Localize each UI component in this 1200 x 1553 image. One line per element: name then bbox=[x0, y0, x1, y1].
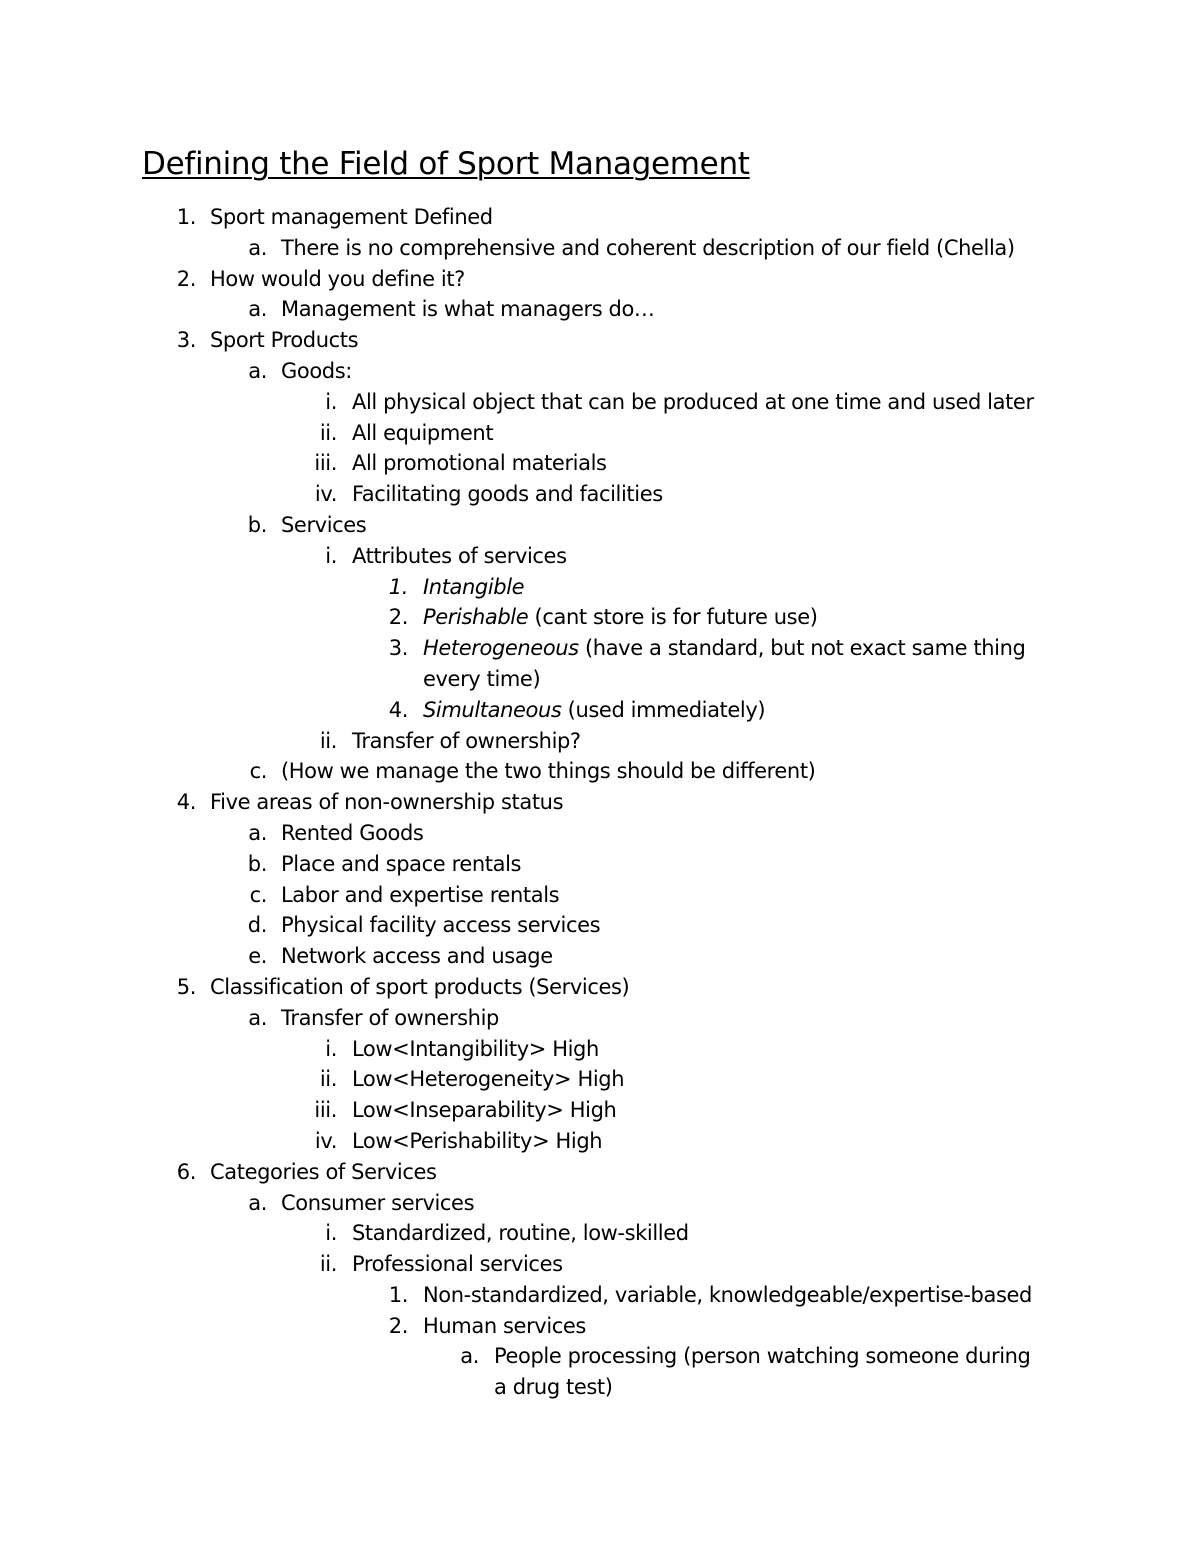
list-marker: 4. bbox=[388, 697, 408, 722]
outline-item-level-1 bbox=[0, 202, 1200, 233]
list-item-text: Transfer of ownership bbox=[281, 1005, 499, 1030]
list-marker: e. bbox=[248, 944, 267, 969]
outline-item-level-3 bbox=[0, 1034, 1200, 1065]
list-marker: 3. bbox=[176, 328, 196, 353]
outline-list bbox=[0, 202, 1200, 1403]
list-item-text: Facilitating goods and facilities bbox=[352, 482, 663, 507]
list-marker: a. bbox=[248, 235, 267, 260]
outline-item-level-2 bbox=[0, 880, 1200, 911]
list-item-text: Place and space rentals bbox=[281, 851, 522, 876]
list-item-term: Perishable bbox=[423, 605, 529, 630]
list-item-text: Low<Intangibility> High bbox=[352, 1036, 599, 1061]
list-marker: ii. bbox=[319, 420, 337, 445]
list-marker: iii. bbox=[314, 1098, 337, 1123]
outline-item-level-5 bbox=[0, 1341, 1200, 1372]
list-item-description: (used immediately) bbox=[561, 697, 766, 722]
outline-item-level-2 bbox=[0, 1003, 1200, 1034]
list-marker: ii. bbox=[319, 1252, 337, 1277]
outline-item-level-4 bbox=[0, 664, 1200, 695]
list-item-text: Professional services bbox=[352, 1252, 563, 1277]
list-marker: a. bbox=[460, 1344, 479, 1369]
list-marker: 1. bbox=[388, 1282, 408, 1307]
list-item-description: (cant store is for future use) bbox=[528, 605, 818, 630]
list-marker: 6. bbox=[176, 1159, 196, 1184]
outline-item-level-2 bbox=[0, 356, 1200, 387]
list-marker: 2. bbox=[388, 1313, 408, 1338]
outline-item-level-3 bbox=[0, 418, 1200, 449]
list-marker: a. bbox=[248, 820, 267, 845]
list-item-term: Intangible bbox=[423, 574, 525, 599]
list-marker: 2. bbox=[176, 266, 196, 291]
list-marker: 2. bbox=[388, 605, 408, 630]
list-marker: 1. bbox=[176, 205, 196, 229]
list-item-text: Low<Heterogeneity> High bbox=[352, 1067, 625, 1092]
list-item-text: How would you define it? bbox=[210, 266, 465, 291]
list-item-text: There is no comprehensive and coherent description of our field (Chella) bbox=[281, 235, 1015, 260]
list-item-term: Simultaneous bbox=[423, 697, 562, 722]
list-marker: a. bbox=[248, 1005, 267, 1030]
list-item-text: Attributes of services bbox=[352, 543, 567, 568]
list-item-text: a drug test) bbox=[494, 1375, 613, 1400]
list-marker: i. bbox=[325, 389, 337, 414]
outline-item-level-2 bbox=[0, 1188, 1200, 1219]
outline-item-level-2 bbox=[0, 756, 1200, 787]
list-item-text: Rented Goods bbox=[281, 820, 424, 845]
list-item-text: Human services bbox=[423, 1313, 586, 1338]
list-marker: b. bbox=[247, 851, 267, 876]
outline-item-level-2 bbox=[0, 910, 1200, 941]
list-marker: ii. bbox=[319, 728, 337, 753]
document-title: Defining the Field of Sport Management bbox=[142, 146, 750, 182]
outline-item-level-3 bbox=[0, 448, 1200, 479]
outline-item-level-3 bbox=[0, 541, 1200, 572]
list-item-description: (have a standard, but not exact same thing bbox=[578, 636, 1026, 661]
list-marker: d. bbox=[247, 913, 267, 938]
list-marker: b. bbox=[247, 512, 267, 537]
list-marker: c. bbox=[249, 882, 267, 907]
list-item-text: Non-standardized, variable, knowledgeable/expertise-based bbox=[423, 1282, 1032, 1307]
list-item-text: Network access and usage bbox=[281, 944, 553, 969]
list-marker: iii. bbox=[314, 451, 337, 476]
outline-item-level-3 bbox=[0, 1249, 1200, 1280]
list-item-text: People processing (person watching someone during bbox=[494, 1344, 1031, 1369]
list-item-text: Standardized, routine, low-skilled bbox=[352, 1221, 689, 1246]
list-marker: ii. bbox=[319, 1067, 337, 1092]
outline-item-level-2 bbox=[0, 849, 1200, 880]
outline-item-level-4 bbox=[0, 1280, 1200, 1311]
list-item-text: every time) bbox=[423, 666, 541, 691]
outline-item-level-1 bbox=[0, 264, 1200, 295]
outline-item-level-2 bbox=[0, 233, 1200, 264]
outline-item-level-1 bbox=[0, 787, 1200, 818]
list-item-text: Transfer of ownership? bbox=[352, 728, 581, 753]
list-marker: i. bbox=[325, 543, 337, 568]
list-item-text: Services bbox=[281, 512, 367, 537]
list-marker: i. bbox=[325, 1036, 337, 1061]
list-item-text: Management is what managers do… bbox=[281, 297, 655, 322]
list-marker: a. bbox=[248, 1190, 267, 1215]
outline-item-level-1 bbox=[0, 972, 1200, 1003]
list-item-text: Labor and expertise rentals bbox=[281, 882, 560, 907]
list-item-text: Low<Perishability> High bbox=[352, 1128, 603, 1153]
list-item-text: Goods: bbox=[281, 358, 352, 383]
list-item-term: Heterogeneous bbox=[423, 636, 579, 661]
outline-item-level-2 bbox=[0, 941, 1200, 972]
list-item-text bbox=[423, 633, 1025, 664]
list-item-text: Consumer services bbox=[281, 1190, 475, 1215]
outline-item-level-3 bbox=[0, 1095, 1200, 1126]
outline-item-level-3 bbox=[0, 1126, 1200, 1157]
list-item-text: All promotional materials bbox=[352, 451, 607, 476]
outline-item-level-3 bbox=[0, 1064, 1200, 1095]
list-item-text: All physical object that can be produced at one time and used later bbox=[352, 389, 1034, 414]
list-marker: iv. bbox=[314, 1128, 337, 1153]
list-marker: c. bbox=[249, 759, 267, 784]
outline-item-level-4 bbox=[0, 602, 1200, 633]
outline-item-level-4 bbox=[0, 572, 1200, 603]
outline-item-level-2 bbox=[0, 510, 1200, 541]
list-item-text: Physical facility access services bbox=[281, 913, 601, 938]
list-marker: 5. bbox=[176, 974, 196, 999]
list-item-text bbox=[423, 695, 765, 726]
outline-item-level-2 bbox=[0, 818, 1200, 849]
list-item-text: Categories of Services bbox=[210, 1159, 437, 1184]
list-item-text: Five areas of non-ownership status bbox=[210, 790, 564, 815]
outline-item-level-5 bbox=[0, 1372, 1200, 1403]
list-marker: 3. bbox=[388, 636, 408, 661]
outline-item-level-1 bbox=[0, 1157, 1200, 1188]
outline-item-level-1 bbox=[0, 325, 1200, 356]
list-marker: 1. bbox=[388, 574, 408, 599]
list-marker: a. bbox=[248, 358, 267, 383]
list-item-text: All equipment bbox=[352, 420, 494, 445]
list-item-text: Sport management Defined bbox=[210, 205, 493, 229]
outline-item-level-3 bbox=[0, 726, 1200, 757]
outline-item-level-3 bbox=[0, 1218, 1200, 1249]
outline-item-level-3 bbox=[0, 387, 1200, 418]
outline-item-level-2 bbox=[0, 294, 1200, 325]
outline-item-level-4 bbox=[0, 1311, 1200, 1342]
list-item-text bbox=[423, 602, 818, 633]
list-item-text: Sport Products bbox=[210, 328, 359, 353]
list-item-text: Low<Inseparability> High bbox=[352, 1098, 617, 1123]
outline-item-level-4 bbox=[0, 695, 1200, 726]
list-marker: iv. bbox=[314, 482, 337, 507]
list-marker: a. bbox=[248, 297, 267, 322]
list-item-text: (How we manage the two things should be different) bbox=[281, 759, 816, 784]
outline-item-level-3 bbox=[0, 479, 1200, 510]
list-marker: i. bbox=[325, 1221, 337, 1246]
outline-item-level-4 bbox=[0, 633, 1200, 664]
list-marker: 4. bbox=[176, 790, 196, 815]
list-item-text bbox=[423, 572, 524, 603]
list-item-text: Classification of sport products (Services) bbox=[210, 974, 630, 999]
